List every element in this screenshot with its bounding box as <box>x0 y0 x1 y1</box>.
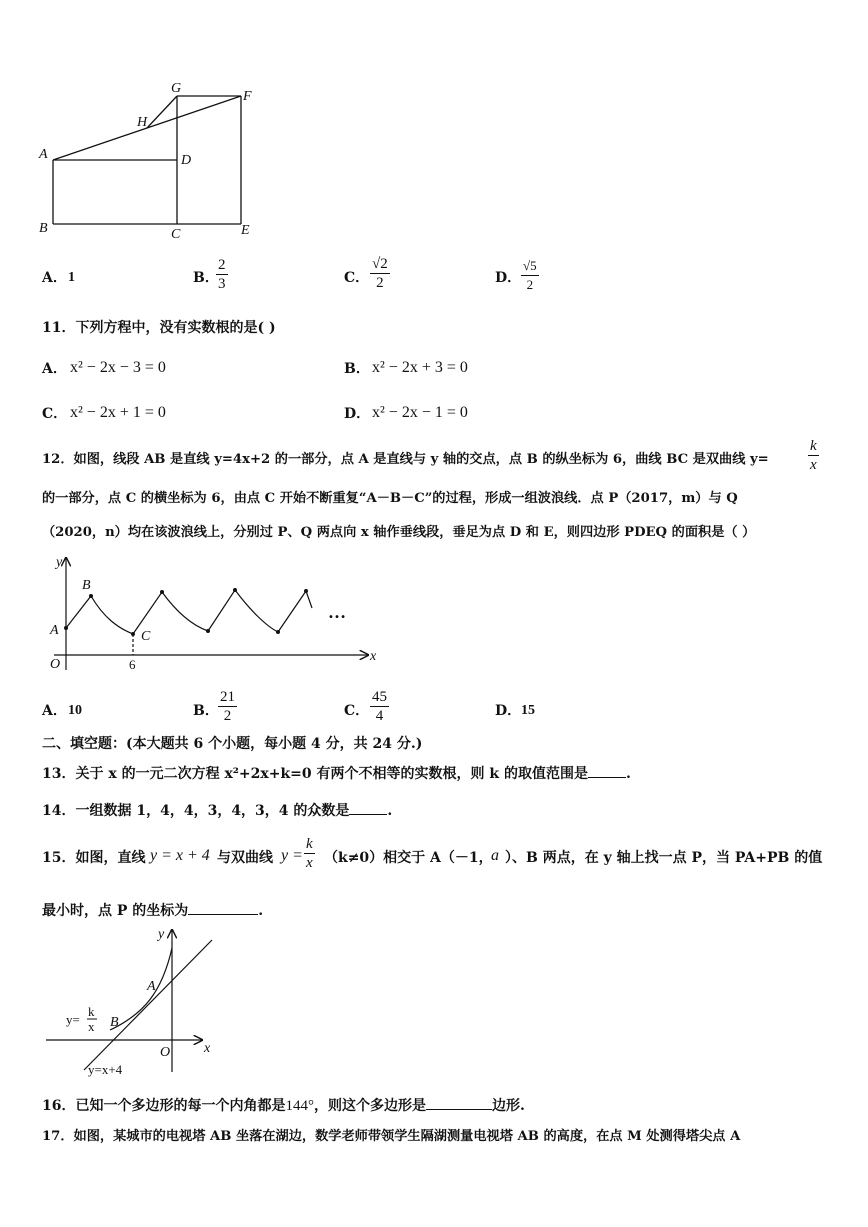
q14-answer-blank[interactable] <box>349 800 387 815</box>
label-D: D <box>181 153 192 168</box>
q10-option-c-label: C． <box>344 270 370 286</box>
q14-end: . <box>387 803 393 819</box>
label-G: G <box>171 81 182 96</box>
q15-line-2 <box>42 900 263 920</box>
hyperbola-label-k: k <box>88 1004 95 1019</box>
q11-option-d-equation: x² − 2x − 1 = 0 <box>372 404 468 421</box>
q12-option-b-label: B． <box>193 703 219 719</box>
q16-part-a: 16．已知一个多边形的每一个内角都是 <box>42 1098 286 1114</box>
axis-label-y: y <box>158 927 165 942</box>
numerator: √5 <box>523 258 537 273</box>
q12-option-d-value: 15 <box>521 703 535 718</box>
q12-line-2: 的一部分，点 C 的横坐标为 6，由点 C 开始不断重复“A－B－C”的过程，形成一组波浪线．点 P（2017，m）与 Q <box>42 491 738 506</box>
label-B: B <box>39 221 48 236</box>
q16-part-c: 边形. <box>491 1098 525 1114</box>
numerator: √2 <box>372 256 388 272</box>
q15-hyperbola-left: y = <box>281 847 303 864</box>
q10-option-a-value: 1 <box>68 270 75 285</box>
line-label: y=x+4 <box>88 1062 123 1077</box>
q10-option-b-fraction <box>216 256 228 293</box>
axis-label-x: x <box>204 1041 211 1056</box>
q15-part-c: （k≠0）相交于 A（－1， <box>324 850 493 866</box>
q12-option-d-label: D． <box>495 703 522 719</box>
axis-label-y: y <box>56 555 63 570</box>
q12-figure <box>38 552 388 682</box>
q10-option-b-label: B． <box>193 270 219 286</box>
numerator: k <box>306 836 313 852</box>
q15-answer-blank[interactable] <box>188 900 258 915</box>
denominator: 2 <box>376 275 384 291</box>
point-label-B: B <box>110 1015 119 1030</box>
q11-option-a-label: A． <box>42 361 67 377</box>
label-E: E <box>241 223 250 238</box>
section-2-heading: 二、填空题：(本大题共 6 个小题，每小题 4 分，共 24 分.) <box>42 736 423 752</box>
numerator: 21 <box>220 689 235 705</box>
q10-option-c-fraction <box>370 255 390 292</box>
q12-option-b-fraction <box>218 688 237 725</box>
q11-stem: 11．下列方程中，没有实数根的是( ) <box>42 320 276 336</box>
q15-figure <box>44 926 234 1076</box>
numerator: 45 <box>372 689 387 705</box>
q13-text <box>42 763 631 783</box>
point-label-C: C <box>141 629 151 644</box>
label-C: C <box>171 227 181 242</box>
q12-line-1: 12．如图，线段 AB 是直线 y=4x+2 的一部分，点 A 是直线与 y 轴的交点，点 B 的纵坐标为 6，曲线 BC 是双曲线 y= <box>42 452 769 467</box>
q10-figure <box>35 80 265 240</box>
q11-option-a-equation: x² − 2x − 3 = 0 <box>70 359 166 376</box>
tick-label-6: 6 <box>129 657 136 672</box>
q11-option-c-label: C． <box>42 406 68 422</box>
denominator: 4 <box>375 708 384 724</box>
q15-part-d: ）、B 两点，在 y 轴上找一点 P，当 PA+PB 的值 <box>505 850 823 866</box>
q12-option-a-value: 10 <box>68 703 82 718</box>
q15-hyperbola-fraction <box>304 835 315 872</box>
q16-part-b: ，则这个多边形是 <box>313 1098 426 1114</box>
q16-answer-blank[interactable] <box>426 1095 492 1110</box>
q15-part-a: 15．如图，直线 <box>42 850 146 866</box>
q11-option-d-label: D． <box>344 406 371 422</box>
label-H: H <box>137 115 148 130</box>
q10-option-a-label: A． <box>42 270 67 286</box>
q14-stem: 14．一组数据 1，4，4，3，4，3，4 的众数是 <box>42 803 350 819</box>
q15-a-variable: a <box>491 847 499 864</box>
q12-option-c-label: C． <box>344 703 370 719</box>
q15-part-b: 与双曲线 <box>217 850 273 866</box>
q10-option-d-label: D． <box>495 270 522 286</box>
q17-text: 17．如图，某城市的电视塔 AB 坐落在湖边，数学老师带领学生隔湖测量电视塔 AB 的高度，在点 M 处测得塔尖点 A <box>42 1129 741 1144</box>
q11-option-c-equation: x² − 2x + 1 = 0 <box>70 404 166 421</box>
q15-end: . <box>258 903 264 919</box>
q13-end: . <box>625 766 631 782</box>
q11-option-b-equation: x² − 2x + 3 = 0 <box>372 359 468 376</box>
q12-option-c-fraction <box>370 688 389 725</box>
q10-option-d-fraction <box>521 257 539 294</box>
numerator: k <box>810 438 817 454</box>
q12-hyperbola-fraction <box>808 437 819 474</box>
q16-text <box>42 1095 525 1115</box>
axis-label-x: x <box>370 649 377 664</box>
origin-label: O <box>160 1045 171 1060</box>
denominator: 2 <box>526 277 534 292</box>
label-A: A <box>39 147 48 162</box>
continuation-dots: … <box>328 602 346 622</box>
point-label-B: B <box>82 578 91 593</box>
q13-stem: 13．关于 x 的一元二次方程 x²+2x+k=0 有两个不相等的实数根，则 k 的取值范围是 <box>42 766 588 782</box>
denominator: 3 <box>218 276 226 292</box>
label-F: F <box>243 89 252 104</box>
q12-line-3: （2020，n）均在该波浪线上，分别过 P、Q 两点向 x 轴作垂线段，垂足为点 D 和 E，则四边形 PDEQ 的面积是（ ） <box>42 525 756 540</box>
denominator: x <box>810 457 817 473</box>
denominator: x <box>306 855 313 871</box>
q11-option-b-label: B． <box>344 361 370 377</box>
q13-answer-blank[interactable] <box>588 763 626 778</box>
denominator: 2 <box>223 708 232 724</box>
hyperbola-label-x: x <box>88 1019 95 1034</box>
q15-line-2-stem: 最小时，点 P 的坐标为 <box>42 903 189 919</box>
point-label-A: A <box>50 623 59 638</box>
numerator: 2 <box>218 257 226 273</box>
q16-angle: 144° <box>285 1098 314 1114</box>
hyperbola-label-yeq: y= <box>66 1012 80 1027</box>
point-label-A: A <box>147 979 156 994</box>
origin-label: O <box>50 657 61 672</box>
q12-option-a-label: A． <box>42 703 67 719</box>
q14-text <box>42 800 392 820</box>
q15-line-equation: y = x + 4 <box>150 847 210 864</box>
